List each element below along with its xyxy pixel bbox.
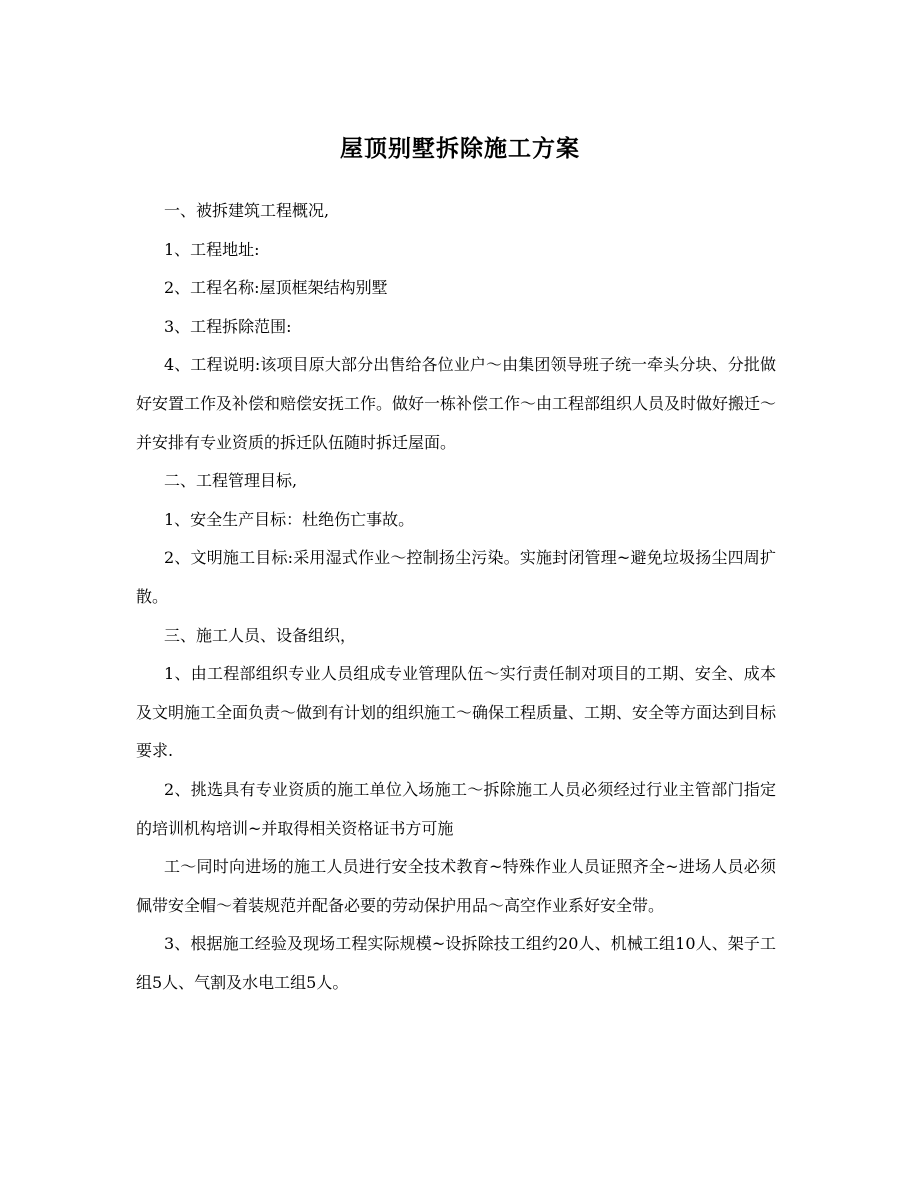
paragraph-project-address: 1、工程地址:: [164, 239, 260, 259]
section-heading-overview: 一、被拆建筑工程概况,: [164, 201, 330, 220]
paragraph-qualified-contractor: 2、挑选具有专业资质的施工单位入场施工～拆除施工人员必须经过行业主管部门指定的培训机构培训~并取得相关资格证书方可施: [136, 779, 776, 838]
section-heading-personnel-equipment: 三、施工人员、设备组织，: [164, 625, 357, 645]
paragraph-project-description: 4、工程说明:该项目原大部分出售给各位业户～由集团领导班子统一牵头分块、分批做好安置工作及补偿和赔偿安抚工作。做好一栋补偿工作～由工程部组织人员及时做好搬迁～并安排有专业资质的拆迁队伍随时拆迁屋面。: [136, 355, 777, 452]
paragraph-demolition-scope: 3、工程拆除范围:: [164, 316, 292, 336]
paragraph-safety-education: 工～同时向进场的施工人员进行安全技术教育~特殊作业人员证照齐全~进场人员必须佩带安全帽～着装规范并配备必要的劳动保护用品～高空作业系好安全带。: [136, 857, 776, 915]
paragraph-crew-sizes: 3、根据施工经验及现场工程实际规模~设拆除技工组约20人、机械工组10人、架子工组5人、气割及水电工组5人。: [136, 934, 776, 992]
document-title: 屋顶别墅拆除施工方案: [340, 135, 580, 162]
paragraph-project-name: 2、工程名称:屋顶框架结构别墅: [164, 278, 388, 298]
document-body: [136, 192, 776, 1002]
paragraph-safety-goal: 1、安全生产目标：杜绝伤亡事故。: [164, 509, 415, 529]
paragraph-civilized-construction-goal: 2、文明施工目标:采用湿式作业～控制扬尘污染。实施封闭管理~避免垃圾扬尘四周扩散。: [136, 548, 776, 606]
section-heading-management-goals: 二、工程管理目标,: [164, 471, 298, 491]
paragraph-management-team: 1、由工程部组织专业人员组成专业管理队伍～实行责任制对项目的工期、安全、成本及文明施工全面负责～做到有计划的组织施工～确保工程质量、工期、安全等方面达到目标要求.: [136, 664, 777, 761]
